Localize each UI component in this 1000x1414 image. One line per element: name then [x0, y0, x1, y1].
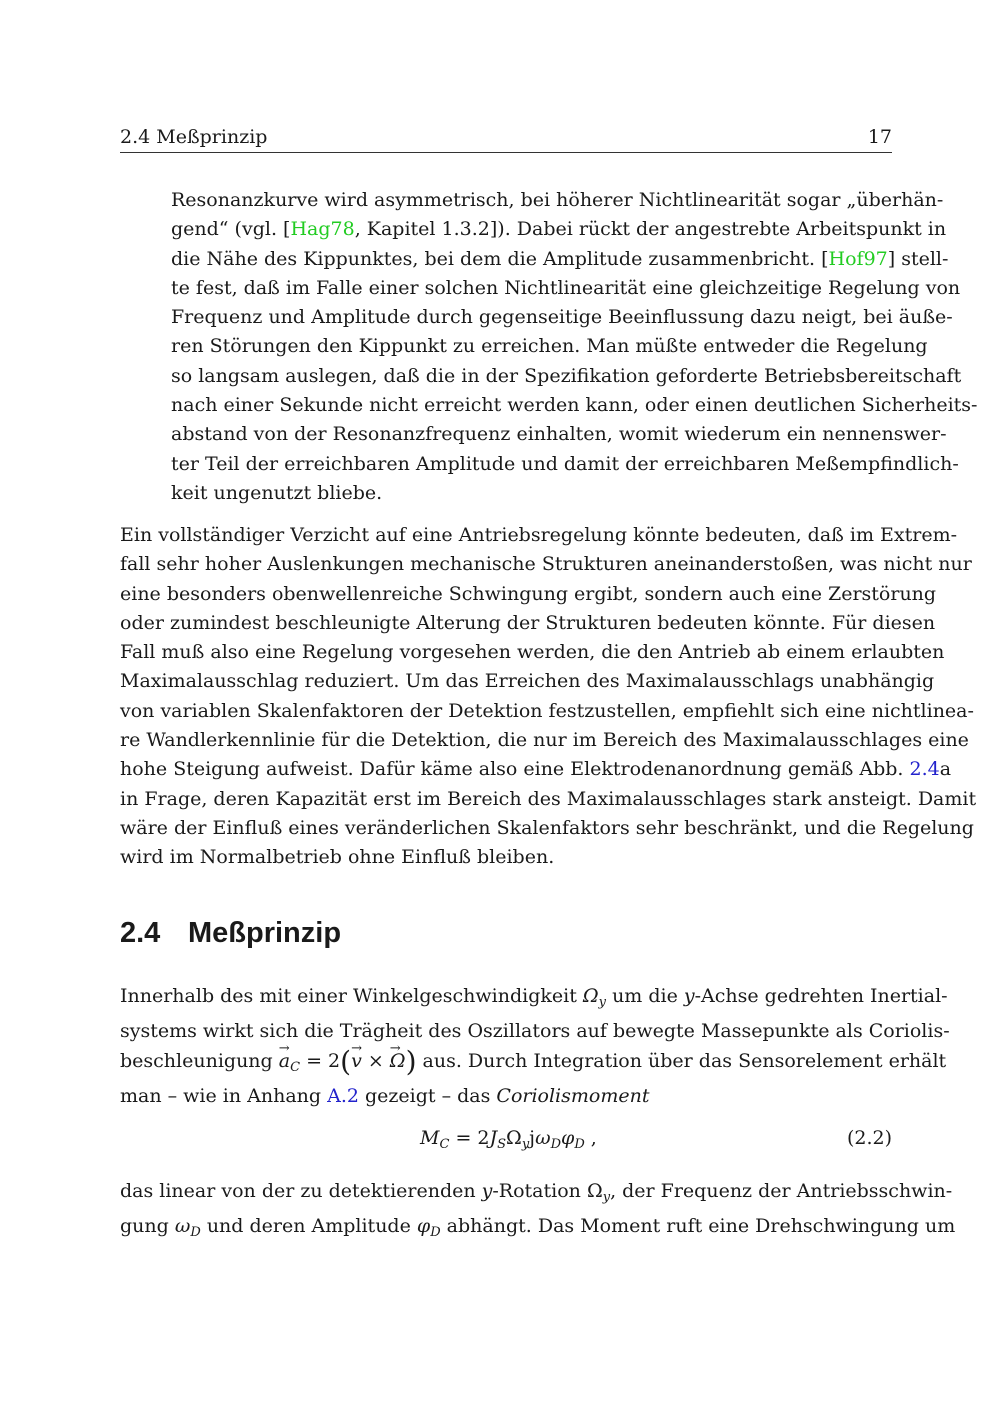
text-line: Innerhalb des mit einer Winkelgeschwindigkeit $\Omega_y$ um die y-Achse gedrehten Inertial-	[120, 985, 948, 1010]
paragraph-linear-dependency	[120, 1177, 956, 1248]
text-line: Maximalausschlag reduziert. Um das Erreichen des Maximalausschlags unabhängig	[120, 670, 935, 693]
text-line: man – wie in Anhang A.2 gezeigt – das Coriolismoment	[120, 1084, 650, 1107]
text-line: Resonanzkurve wird asymmetrisch, bei höherer Nichtlinearität sogar „überhän-	[171, 189, 944, 211]
section-number: 2.4	[120, 917, 161, 949]
text-line: ter Teil der erreichbaren Amplitude und damit der erreichbaren Meßempfindlich-	[171, 452, 959, 475]
text-line: in Frage, deren Kapazität erst im Bereich des Maximalausschlages stark ansteigt. Damit	[120, 787, 977, 810]
equation-coriolis-moment	[120, 1121, 892, 1155]
section-heading	[120, 913, 341, 953]
text-line: re Wandlerkennlinie für die Detektion, die nur im Bereich des Maximalausschlages eine	[120, 729, 969, 752]
equation-body: $M_C = 2J_S\Omega_yj\omega_D\varphi_D$ ,	[420, 1127, 597, 1152]
text-line: oder zumindest beschleunigte Alterung der Strukturen bedeuten könnte. Für diesen	[120, 611, 936, 634]
text-line: das linear von der zu detektierenden y-Rotation $\Omega_y$, der Frequenz der Antriebsschwin-	[120, 1180, 953, 1205]
vector-omega: → Ω	[390, 1047, 406, 1076]
text-line: ren Störungen den Kippunkt zu erreichen. Man müßte entweder die Regelung	[171, 335, 928, 358]
text-line: nach einer Sekunde nicht erreicht werden kann, oder einen deutlichen Sicherheits-	[171, 394, 978, 417]
text-line: die Nähe des Kippunktes, bei dem die Amplitude zusammenbricht. [Hof97] stell-	[171, 247, 949, 270]
text-line: Frequenz und Amplitude durch gegenseitige Beeinflussung dazu neigt, bei äuße-	[171, 306, 953, 329]
citation-link[interactable]: Hof97	[828, 247, 888, 270]
vector-a: → a	[279, 1047, 290, 1076]
equation-number: (2.2)	[846, 1127, 892, 1149]
figure-reference-link[interactable]: 2.4	[909, 758, 940, 781]
text-line: eine besonders obenwellenreiche Schwingung ergibt, sondern auch eine Zerstörung	[120, 582, 937, 605]
vector-v: → v	[351, 1047, 362, 1076]
citation-link[interactable]: Hag78	[290, 218, 355, 241]
text-line: von variablen Skalenfaktoren der Detektion festzustellen, empfiehlt sich eine nichtlinea-	[120, 699, 974, 722]
text-line: wäre der Einfluß eines veränderlichen Skalenfaktors sehr beschränkt, und die Regelung	[120, 816, 974, 839]
paragraph-resonance	[171, 186, 978, 508]
text-line: te fest, daß im Falle einer solchen Nichtlinearität eine gleichzeitige Regelung von	[171, 276, 961, 299]
math-variable: y	[683, 985, 695, 1007]
section-title: Meßprinzip	[188, 917, 342, 949]
text-line: gend“ (vgl. [Hag78, Kapitel 1.3.2]). Dabei rückt der angestrebte Arbeitspunkt in	[171, 218, 947, 241]
text-line: wird im Normalbetrieb ohne Einfluß bleiben.	[120, 846, 555, 869]
text-line: beschleunigung → $a_C = 2(\to v$ × → Ω) aus. Durch Integration über das Sensorelement erhält	[120, 1047, 892, 1082]
emphasized-term: Coriolismoment	[496, 1084, 650, 1107]
text-line: so langsam auslegen, daß die in der Spezifikation geforderte Betriebsbereitschaft	[171, 364, 962, 387]
text-line: keit ungenutzt bliebe.	[171, 481, 383, 504]
running-header	[120, 124, 892, 153]
math-omega: Ω	[582, 985, 599, 1007]
text-line: systems wirkt sich die Trägheit des Oszillators auf bewegte Massepunkte als Coriolis-	[120, 1020, 950, 1043]
text-line: Fall muß also eine Regelung vorgesehen werden, die den Antrieb ab einem erlaubten	[120, 641, 945, 664]
paragraph-drive-control	[120, 521, 977, 873]
text-line: abstand von der Resonanzfrequenz einhalten, womit wiederum ein nennenswer-	[171, 423, 947, 446]
paragraph-measurement-principle	[120, 982, 950, 1111]
text-line: fall sehr hoher Auslenkungen mechanische Strukturen aneinanderstoßen, was nicht nur	[120, 553, 972, 576]
running-header-section: 2.4 Meßprinzip	[120, 126, 268, 148]
text-line: Ein vollständiger Verzicht auf eine Antriebsregelung könnte bedeuten, daß im Extrem-	[120, 524, 958, 546]
appendix-reference-link[interactable]: A.2	[327, 1084, 359, 1107]
text-line: gung $\omega_D$ und deren Amplitude $\varphi_D$ abhängt. Das Moment ruft eine Drehschwingung um	[120, 1215, 956, 1241]
text-line: hohe Steigung aufweist. Dafür käme also eine Elektrodenanordnung gemäß Abb. 2.4a	[120, 758, 952, 781]
page-number: 17	[867, 126, 892, 148]
